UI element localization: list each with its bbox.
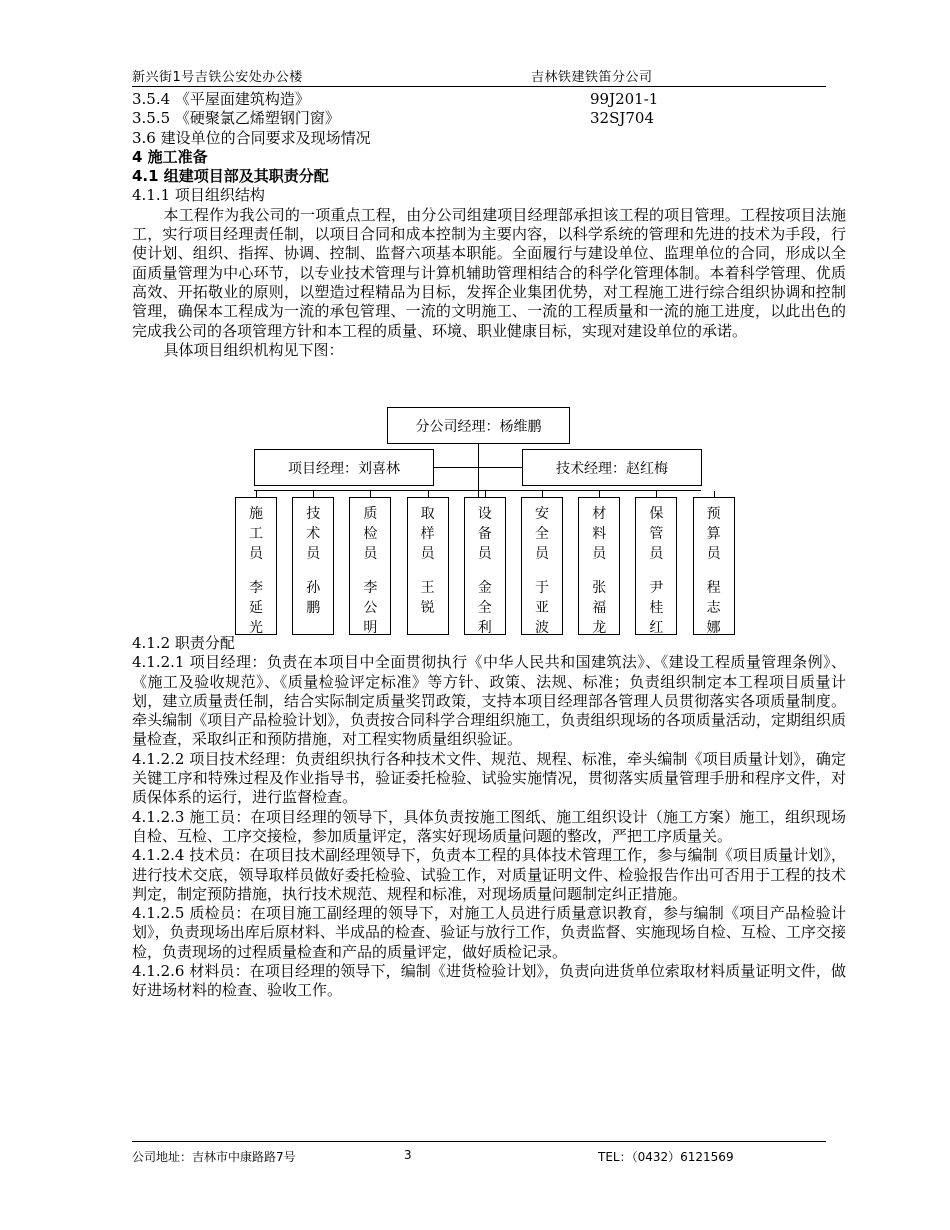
org-staff-name: 于亚波 [535, 580, 549, 636]
duty-paragraph: 4.1.2.5 质检员：在项目施工副经理的领导下，对施工人员进行质量意识教育，参与编制《项目产品检验计划》，负责现场出库后原材料、半成品的检查、验证与放行工作，负责监督、实施现场自检、互检、工序交接检，负责现场的过程质量检查和产品的质量评定，做好质检记录。 [132, 904, 846, 961]
org-staff-role: 施工员 [249, 506, 263, 562]
org-staff-role: 设备员 [477, 506, 492, 562]
org-connector [434, 467, 522, 468]
org-staff-role: 取样员 [420, 506, 435, 562]
section-heading: 4 施工准备 [132, 147, 208, 166]
org-staff-role: 质检员 [363, 506, 378, 562]
list-item [132, 90, 846, 109]
org-staff-role: 安全员 [535, 506, 549, 562]
org-staff-name: 王 锐 [420, 580, 440, 616]
footer-page-number: 3 [404, 1148, 412, 1162]
header-rule [132, 86, 826, 87]
section-heading: 4.1 组建项目部及其职责分配 [132, 167, 329, 186]
org-staff-box [464, 497, 506, 635]
org-staff-role: 保管员 [649, 506, 664, 562]
item-code: 99J201-1 [590, 90, 659, 108]
item-title: 3.5.5 《硬聚氯乙烯塑钢门窗》 [132, 109, 340, 128]
duty-paragraph: 4.1.2.6 材料员：在项目经理的领导下，编制《进货检验计划》，负责向进货单位索取材料质量证明文件，做好进场材料的检查、验收工作。 [132, 962, 846, 1000]
org-staff-box [407, 497, 449, 635]
org-tech-manager-box: 技术经理：赵红梅 [522, 449, 702, 486]
org-staff-name: 金全利 [477, 580, 492, 636]
org-staff-box [635, 497, 677, 635]
footer-tel: TEL：（0432）6121569 [598, 1150, 734, 1164]
org-staff-box [292, 497, 334, 635]
header-left: 新兴街1号吉铁公安处办公楼 [132, 70, 303, 85]
org-staff-name: 尹桂红 [649, 580, 664, 636]
org-staff-role: 技术员 [306, 506, 321, 562]
org-project-manager-box: 项目经理：刘喜林 [254, 449, 434, 486]
item-title: 3.5.4 《平屋面建筑构造》 [132, 90, 310, 108]
footer-rule [132, 1141, 826, 1142]
org-staff-name: 李延光 [249, 580, 263, 636]
org-staff-name: 孙 鹏 [306, 580, 325, 616]
duty-paragraph: 4.1.2.4 技术员：在项目技术副经理领导下，负责本工程的具体技术管理工作，参与编制《项目质量计划》，进行技术交底，领导取样员做好委托检验、试验工作，对质量证明文件、检验报告作出可否用于工程的技术判定，制定预防措施，执行技术规范、规程和标准，对现场质量问题制定纠正措施。 [132, 846, 846, 903]
org-staff-name: 李公明 [363, 580, 378, 636]
org-chart [230, 407, 721, 636]
org-staff-name: 张福龙 [592, 580, 607, 636]
org-staff-box [578, 497, 620, 635]
org-intro: 具体项目组织机构见下图： [163, 340, 344, 359]
org-staff-role: 材料员 [592, 506, 607, 562]
list-item [132, 129, 846, 148]
header-right: 吉林铁建铁笛分公司 [531, 70, 653, 85]
list-item [132, 109, 846, 128]
duty-paragraph: 4.1.2.2 项目技术经理：负责组织执行各种技术文件、规范、规程、标准，牵头编制《项目质量计划》，确定关键工序和特殊过程及作业指导书，验证委托检验、试验实施情况，贯彻落实质量管理手册和程序文件，对质保体系的运行，进行监督检查。 [132, 749, 846, 807]
org-staff-role: 预算员 [706, 506, 721, 562]
subsection-heading: 4.1.1 项目组织结构 [132, 186, 265, 205]
duties-section [132, 634, 846, 1001]
duty-paragraph: 4.1.2.3 施工员：在项目经理的领导下，具体负责按施工图纸、施工组织设计（施工方案）施工，组织现场自检、互检、工序交接检，参加质量评定，落实好现场质量问题的整改，严把工序质量关。 [132, 807, 846, 845]
org-staff-box [521, 497, 563, 635]
duty-paragraph: 4.1.2.1 项目经理：负责在本项目中全面贯彻执行《中华人民共和国建筑法》、《建设工程质量管理条例》、《施工及验收规范》、《质量检验评定标准》等方针、政策、法规、标准；负责组织制定本工程项目质量计划，建立质量责任制，结合实际制定质量奖罚政策，支持本项目经理部各管理人员贯彻落实各项质量制度。牵头编制《项目产品检验计划》，负责按合同科学合理组织施工，负责组织现场的各项质量活动，定期组织质量检查，采取纠正和预防措施，对工程实物质量组织验证。 [132, 653, 846, 749]
footer-address: 公司地址：吉林市中康路路7号 [132, 1150, 296, 1164]
org-staff-box [693, 497, 735, 635]
org-connector [254, 490, 701, 491]
item-title: 3.6 建设单位的合同要求及现场情况 [132, 128, 371, 147]
org-staff-box [235, 497, 277, 635]
org-staff-box [349, 497, 391, 635]
subsection-heading: 4.1.2 职责分配 [132, 634, 235, 652]
item-code: 32SJ704 [590, 109, 655, 128]
org-staff-name: 程志娜 [706, 580, 721, 636]
intro-paragraph: 本工程作为我公司的一项重点工程，由分公司组建项目经理部承担该工程的项目管理。工程按项目法施工，实行项目经理责任制，以项目合同和成本控制为主要内容，以科学系统的管理和先进的技术为手段，行使计划、组织、指挥、协调、控制、监督六项基本职能。全面履行与建设单位、监理单位的合同，形成以全面质量管理为中心环节，以专业技术管理与计算机辅助管理相结合的科学化管理体制。本着科学管理、优质高效、开拓敬业的原则，以塑造过程精品为目标，发挥企业集团优势，对工程施工进行综合组织协调和控制管理，确保本工程成为一流的承包管理、一流的文明施工、一流的工程质量和一流的施工进度，以此出色的完成我公司的各项管理方针和本工程的质量、环境、职业健康目标，实现对建设单位的承诺。 [132, 205, 846, 340]
document-body [132, 90, 846, 360]
org-top-box: 分公司经理：杨维鹏 [387, 407, 570, 444]
